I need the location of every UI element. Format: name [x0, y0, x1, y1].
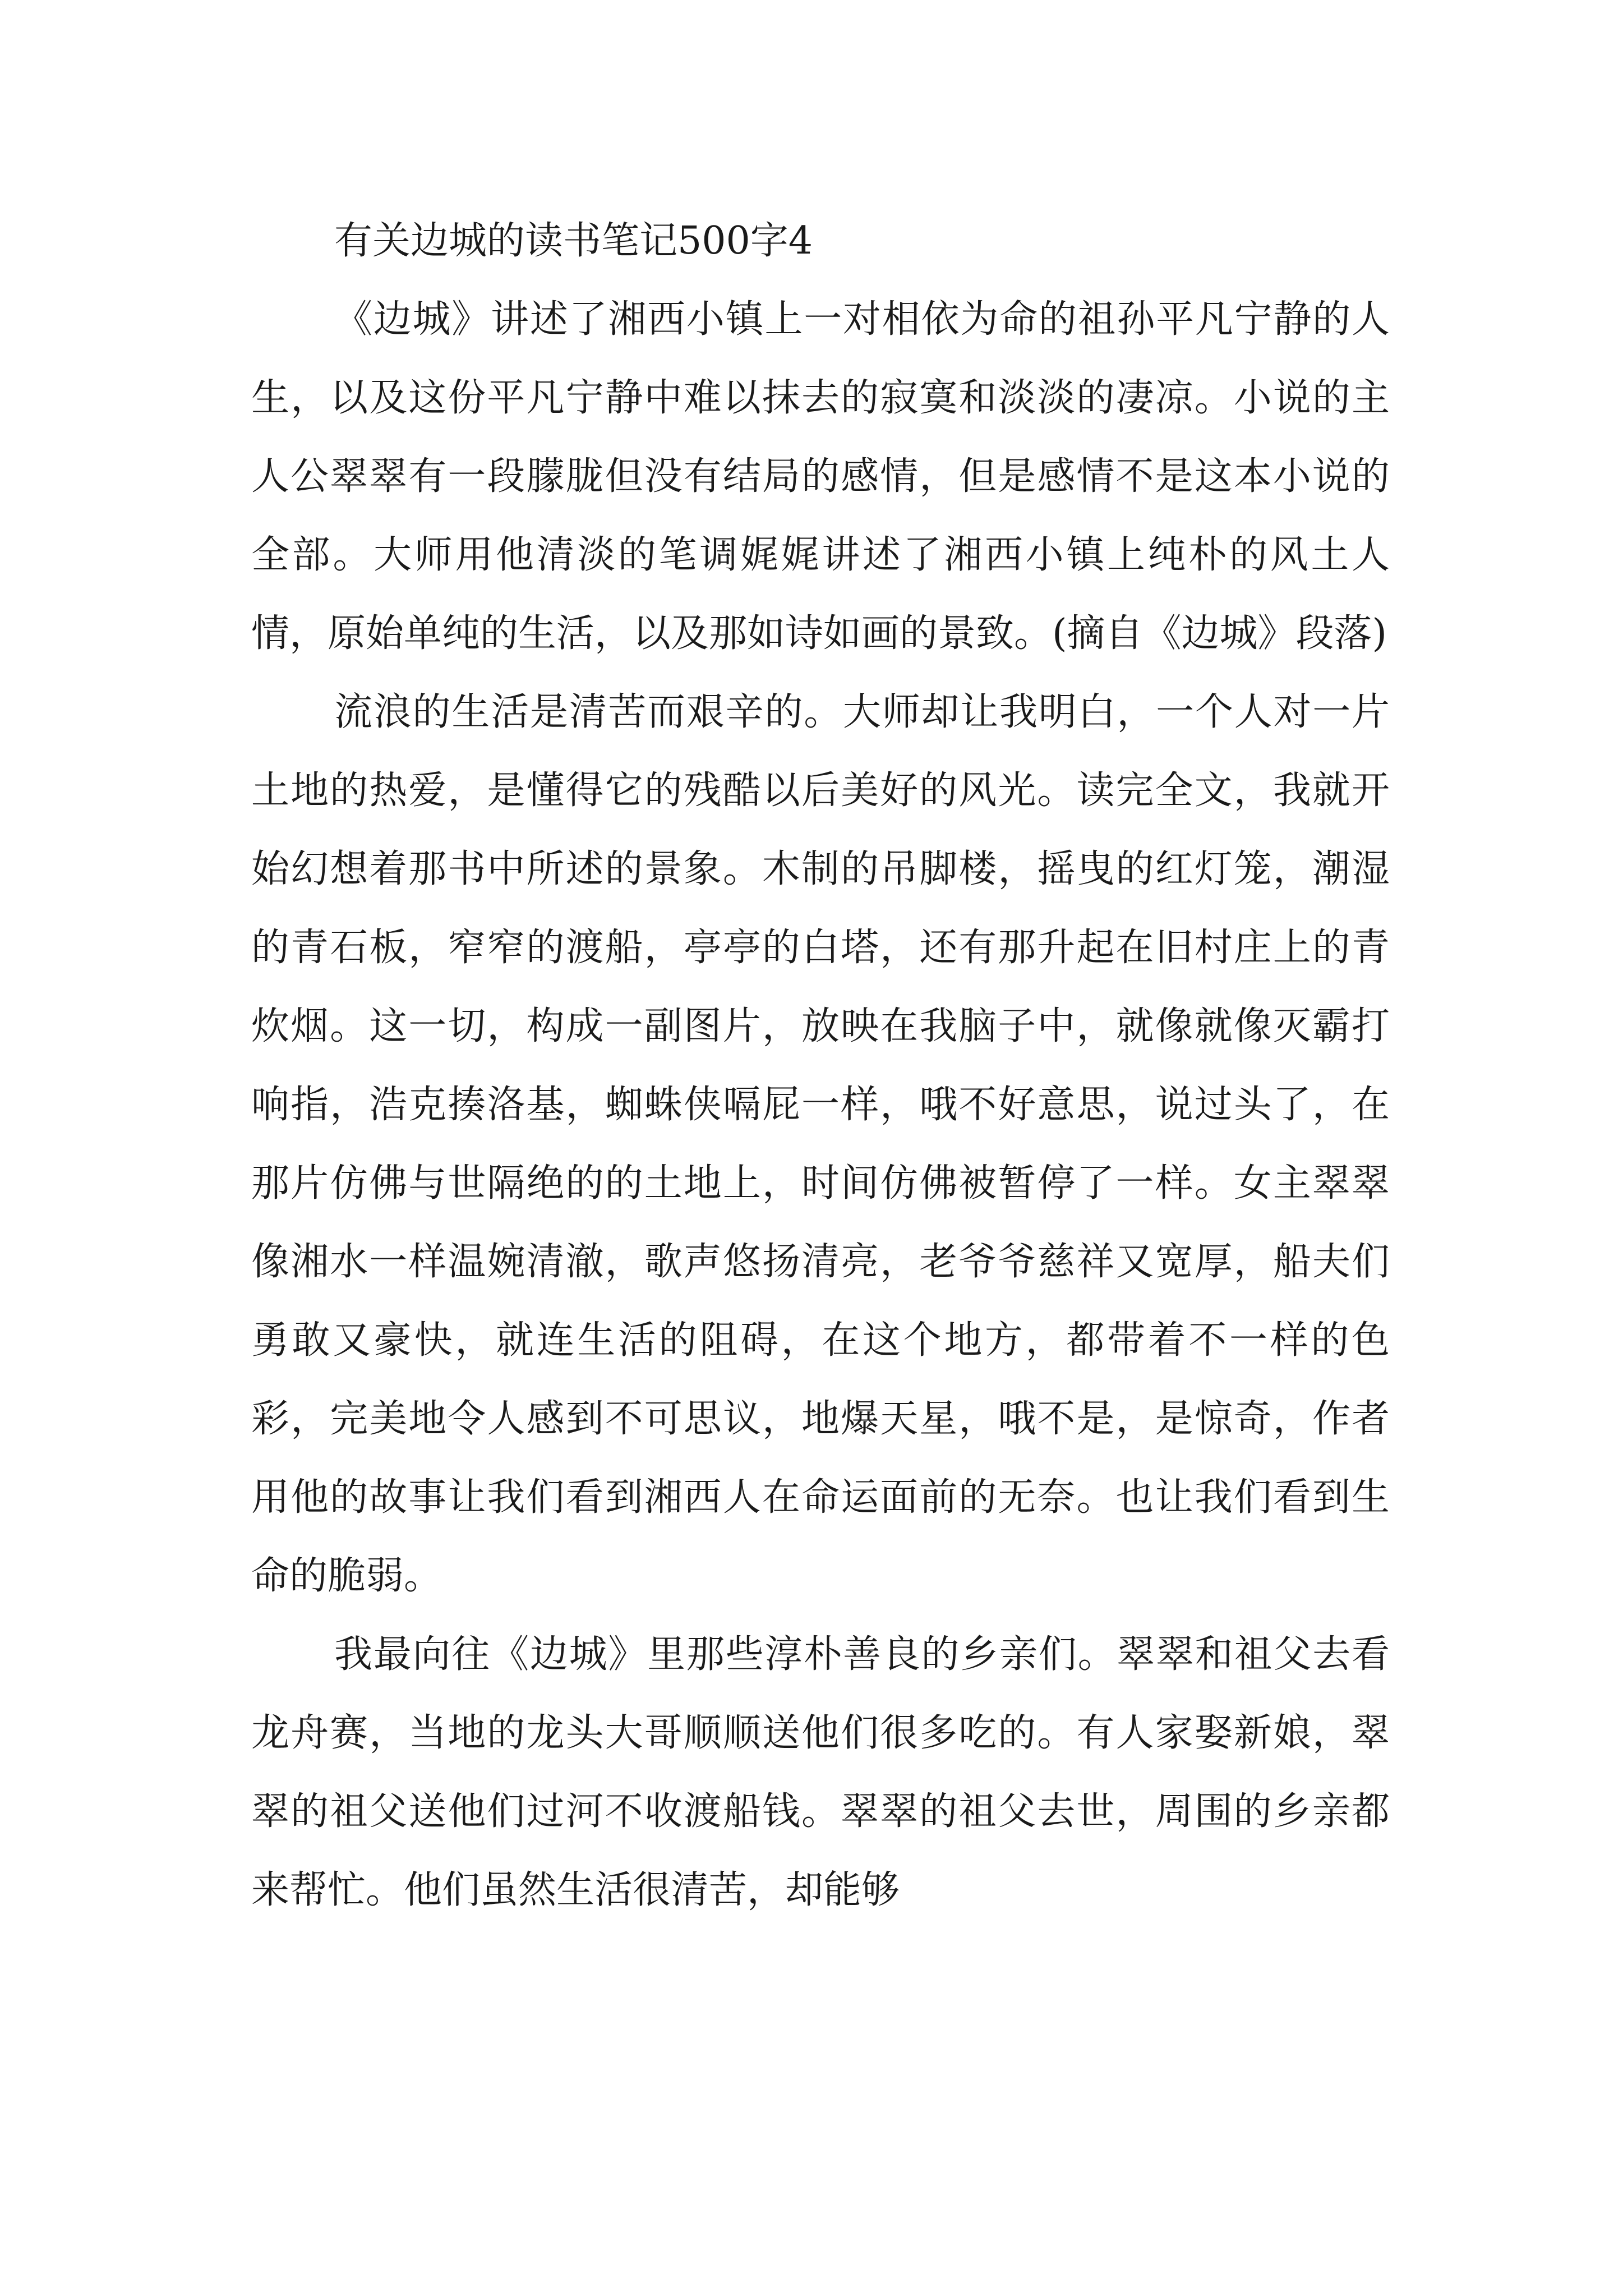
paragraph-2: 流浪的生活是清苦而艰辛的。大师却让我明白，一个人对一片土地的热爱，是懂得它的残酷以后美好的风光。读完全文，我就开始幻想着那书中所述的景象。木制的吊脚楼，摇曳的红灯笼，潮湿的青石板，窄窄的渡船，亭亭的白塔，还有那升起在旧村庄上的青炊烟。这一切，构成一副图片，放映在我脑子中，就像就像灭霸打响指，浩克揍洛基，蜘蛛侠嗝屁一样，哦不好意思，说过头了，在那片仿佛与世隔绝的的土地上，时间仿佛被暂停了一样。女主翠翠像湘水一样温婉清澈，歌声悠扬清亮，老爷爷慈祥又宽厚，船夫们勇敢又豪快，就连生活的阻碍，在这个地方，都带着不一样的色彩，完美地令人感到不可思议，地爆天星，哦不是，是惊奇，作者用他的故事让我们看到湘西人在命运面前的无奈。也让我们看到生命的脆弱。 [251, 690, 1390, 1598]
paragraph-3: 我最向往《边城》里那些淳朴善良的乡亲们。翠翠和祖父去看龙舟赛，当地的龙头大哥顺顺送他们很多吃的。有人家娶新娘，翠翠的祖父送他们过河不收渡船钱。翠翠的祖父去世，周围的乡亲都来帮忙。他们虽然生活很清苦，却能够 [251, 1632, 1390, 1912]
document-body [251, 202, 1390, 1930]
paragraph-1: 《边城》讲述了湘西小镇上一对相依为命的祖孙平凡宁静的人生，以及这份平凡宁静中难以抹去的寂寞和淡淡的凄凉。小说的主人公翠翠有一段朦胧但没有结局的感情，但是感情不是这本小说的全部。大师用他清淡的笔调娓娓讲述了湘西小镇上纯朴的风土人情，原始单纯的生活，以及那如诗如画的景致。(摘自《边城》段落) [251, 297, 1390, 656]
document-title: 有关边城的读书笔记500字4 [334, 219, 813, 263]
